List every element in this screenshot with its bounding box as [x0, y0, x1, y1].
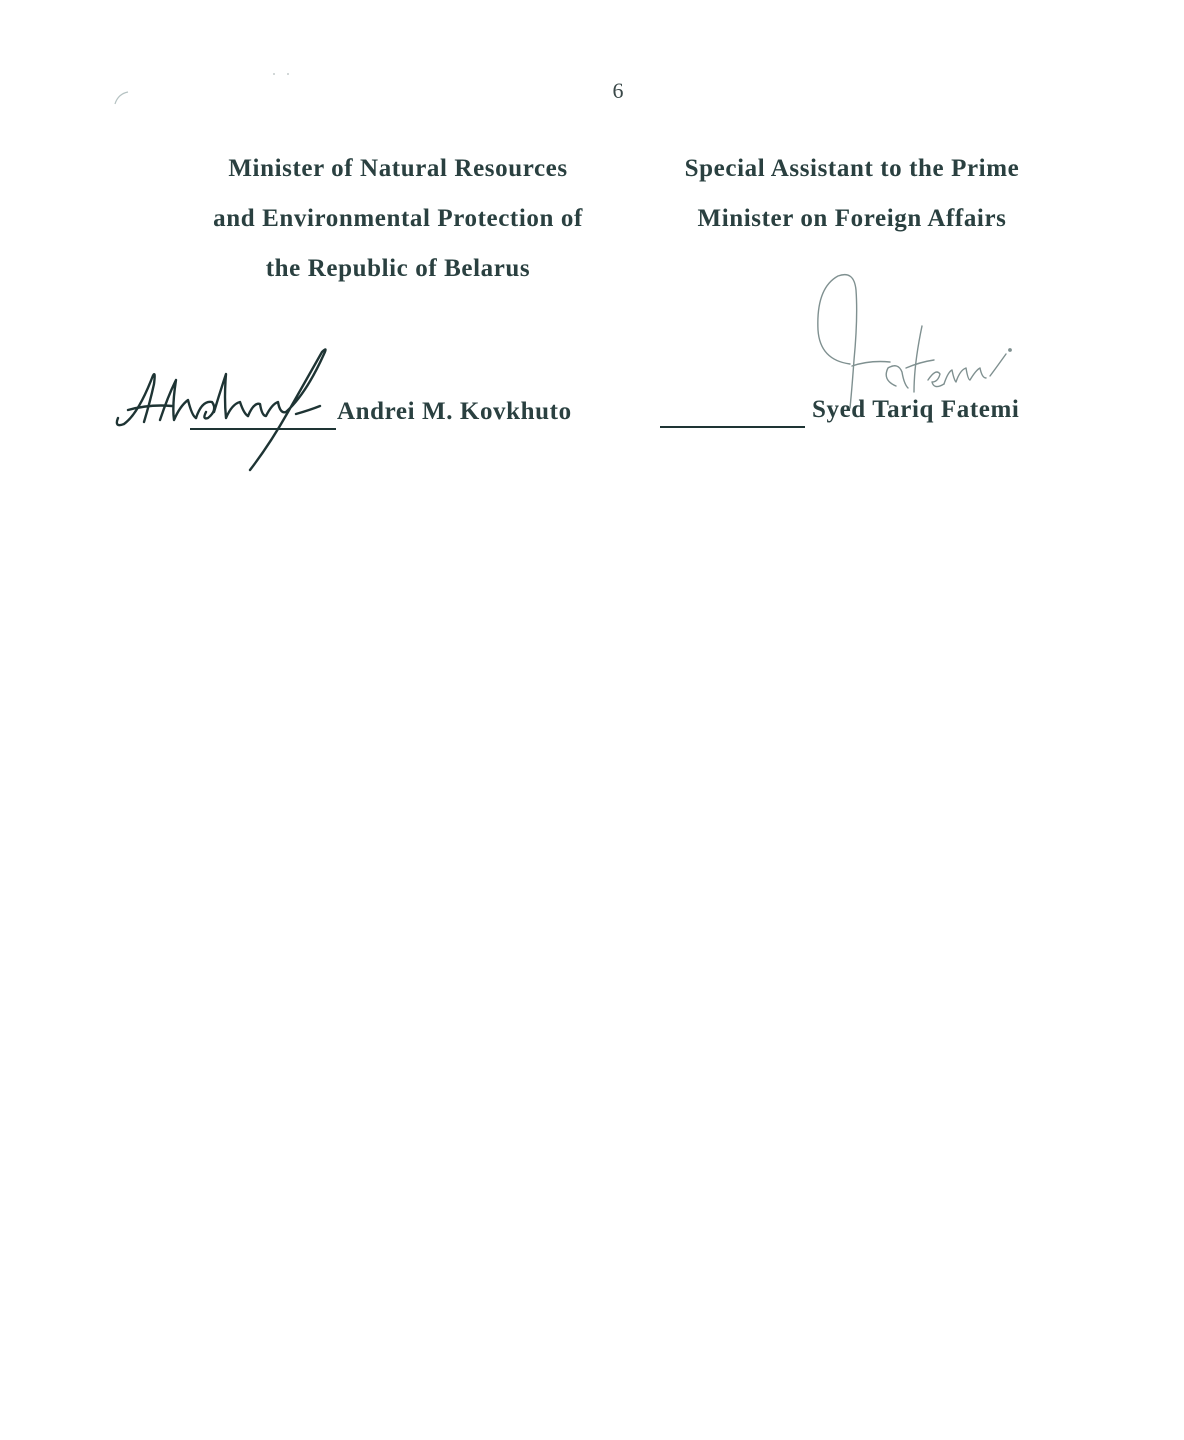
right-signatory-name: Syed Tariq Fatemi: [812, 396, 1020, 423]
left-title-line-2: and Environmental Protection of: [213, 205, 583, 232]
left-signatory-name: Andrei M. Kovkhuto: [337, 398, 572, 425]
left-title-line-1: Minister of Natural Resources: [228, 155, 568, 182]
right-title-line-1: Special Assistant to the Prime: [684, 155, 1020, 182]
right-title-line-2: Minister on Foreign Affairs: [697, 205, 1007, 232]
page-number: 6: [612, 78, 624, 103]
left-title-line-3: the Republic of Belarus: [265, 255, 531, 282]
left-signatory-title: [170, 144, 626, 294]
scan-mark-icon: [112, 88, 136, 108]
right-handwritten-signature-icon: [810, 268, 1030, 428]
right-signature-line: [660, 426, 805, 428]
right-signatory-title: [640, 144, 1064, 244]
left-handwritten-signature-icon: [110, 340, 340, 480]
scan-dots-icon: [270, 70, 294, 78]
